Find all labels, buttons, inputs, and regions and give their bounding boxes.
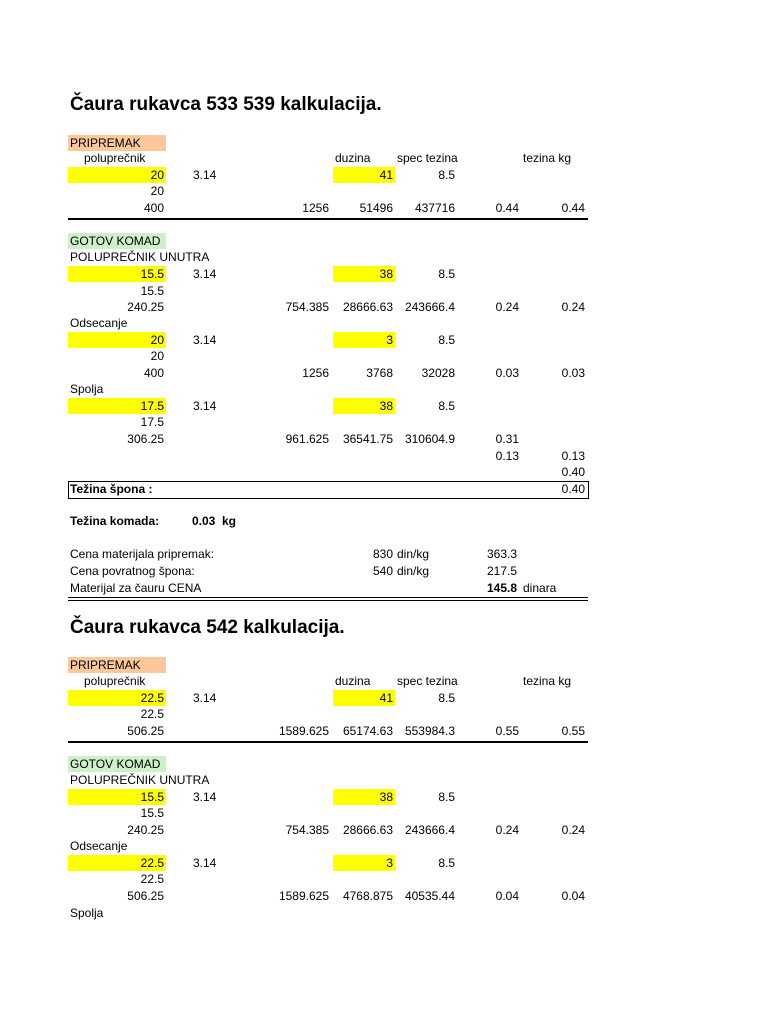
cell-radius-copy: 17.5 bbox=[140, 415, 164, 429]
cell-mass-g: 40535.44 bbox=[404, 889, 455, 903]
cell-area: 506.25 bbox=[127, 724, 164, 738]
header-spec-tezina: spec tezina bbox=[397, 151, 458, 165]
result-cena-povratnog: 217.5 bbox=[487, 564, 518, 578]
cell-weight-kg: 0.31 bbox=[495, 432, 519, 446]
label-materijal-caura-cena: Materijal za čauru CENA bbox=[70, 581, 202, 595]
cell-weight-total: 0.04 bbox=[561, 889, 585, 903]
cell-mass-g: 437716 bbox=[414, 201, 455, 215]
cell-mass-g: 243666.4 bbox=[404, 300, 455, 314]
cell-pi: 3.14 bbox=[193, 267, 217, 281]
unit-tezina-komada: kg bbox=[222, 514, 237, 528]
cell-radius[interactable]: 22.5 bbox=[140, 856, 164, 870]
section-divider bbox=[68, 741, 588, 743]
cell-pi: 3.14 bbox=[193, 333, 217, 347]
cell-volume: 65174.63 bbox=[342, 724, 393, 738]
cell-radius[interactable]: 17.5 bbox=[140, 399, 164, 413]
header-duzina: duzina bbox=[335, 674, 371, 688]
cell-radius-copy: 15.5 bbox=[140, 806, 164, 820]
cell-radius-copy: 15.5 bbox=[140, 284, 164, 298]
value-cena-materijala: 830 bbox=[372, 547, 393, 561]
cell-volume: 3768 bbox=[366, 366, 393, 380]
cell-cross-section: 1256 bbox=[302, 201, 329, 215]
cell-length[interactable]: 41 bbox=[379, 691, 393, 705]
cell-cross-section: 1589.625 bbox=[278, 724, 329, 738]
cell-weight-kg: 0.24 bbox=[495, 300, 519, 314]
cell-pi: 3.14 bbox=[193, 691, 217, 705]
result-cena-materijala: 363.3 bbox=[487, 547, 518, 561]
cell-weight-total: 0.44 bbox=[561, 201, 585, 215]
cell-weight-kg: 0.24 bbox=[495, 823, 519, 837]
cell-volume: 28666.63 bbox=[342, 300, 393, 314]
cell-area: 240.25 bbox=[127, 823, 164, 837]
cell-cross-section: 754.385 bbox=[285, 300, 329, 314]
cell-cross-section: 1256 bbox=[302, 366, 329, 380]
label-spolja: Spolja bbox=[70, 906, 104, 920]
cell-radius[interactable]: 15.5 bbox=[140, 790, 164, 804]
section-label-pripremak: PRIPREMAK bbox=[70, 658, 141, 672]
cell-weight-total: 0.24 bbox=[561, 300, 585, 314]
cell-spec-weight: 8.5 bbox=[438, 267, 455, 281]
unit-materijal-caura-cena: dinara bbox=[523, 581, 557, 595]
cell-radius-copy: 22.5 bbox=[140, 872, 164, 886]
cell-mass-g: 553984.3 bbox=[404, 724, 455, 738]
label-tezina-komada: Težina komada: bbox=[70, 514, 160, 528]
cell-pi: 3.14 bbox=[193, 856, 217, 870]
label-spolja: Spolja bbox=[70, 382, 104, 396]
cell-spec-weight: 8.5 bbox=[438, 399, 455, 413]
cell-cross-section: 961.625 bbox=[285, 432, 329, 446]
cell-weight-total: 0.55 bbox=[561, 724, 585, 738]
cell-radius-copy: 22.5 bbox=[140, 707, 164, 721]
cell-area: 240.25 bbox=[127, 300, 164, 314]
label-odsecanje: Odsecanje bbox=[70, 316, 128, 330]
cell-mass-g: 310604.9 bbox=[404, 432, 455, 446]
unit-cena-povratnog: din/kg bbox=[397, 564, 430, 578]
header-poluprecnik: poluprečnik bbox=[84, 151, 146, 165]
cell-cross-section: 1589.625 bbox=[278, 889, 329, 903]
cell-pi: 3.14 bbox=[193, 399, 217, 413]
value-tezina-spona: 0.40 bbox=[561, 482, 585, 496]
section-label-gotov-komad: GOTOV KOMAD bbox=[70, 757, 161, 771]
label-poluprecnik-unutra: POLUPREČNIK UNUTRA bbox=[70, 250, 210, 264]
value-tezina-komada: 0.03 bbox=[192, 514, 216, 528]
header-poluprecnik: poluprečnik bbox=[84, 674, 146, 688]
cell-weight-kg: 0.03 bbox=[495, 366, 519, 380]
cell-weight-total: 0.40 bbox=[561, 465, 585, 479]
label-poluprecnik-unutra: POLUPREČNIK UNUTRA bbox=[70, 773, 210, 787]
cell-cross-section: 754.385 bbox=[285, 823, 329, 837]
cell-radius-copy: 20 bbox=[150, 349, 164, 363]
page-title-2: Čaura rukavca 542 kalkulacija. bbox=[70, 617, 345, 638]
cell-length[interactable]: 38 bbox=[379, 267, 393, 281]
cell-radius-copy: 20 bbox=[150, 184, 164, 198]
cell-radius[interactable]: 15.5 bbox=[140, 267, 164, 281]
cell-volume: 4768.875 bbox=[342, 889, 393, 903]
header-spec-tezina: spec tezina bbox=[397, 674, 458, 688]
cell-radius[interactable]: 20 bbox=[150, 168, 164, 182]
cell-spec-weight: 8.5 bbox=[438, 691, 455, 705]
label-cena-materijala: Cena materijala pripremak: bbox=[70, 547, 215, 561]
header-tezina-kg: tezina kg bbox=[523, 674, 572, 688]
cell-length[interactable]: 3 bbox=[386, 856, 393, 870]
page-title-1: Čaura rukavca 533 539 kalkulacija. bbox=[70, 94, 382, 115]
cell-radius[interactable]: 20 bbox=[150, 333, 164, 347]
cell-length[interactable]: 38 bbox=[379, 790, 393, 804]
cell-area: 506.25 bbox=[127, 889, 164, 903]
label-odsecanje: Odsecanje bbox=[70, 839, 128, 853]
cell-weight-kg: 0.13 bbox=[495, 449, 519, 463]
header-duzina: duzina bbox=[335, 151, 371, 165]
cell-weight-total: 0.13 bbox=[561, 449, 585, 463]
section-divider bbox=[68, 218, 588, 220]
value-materijal-caura-cena: 145.8 bbox=[487, 581, 518, 595]
unit-cena-materijala: din/kg bbox=[397, 547, 430, 561]
cell-length[interactable]: 38 bbox=[379, 399, 393, 413]
cell-area: 400 bbox=[143, 201, 164, 215]
cell-pi: 3.14 bbox=[193, 790, 217, 804]
cell-weight-kg: 0.04 bbox=[495, 889, 519, 903]
cell-area: 400 bbox=[143, 366, 164, 380]
cell-volume: 28666.63 bbox=[342, 823, 393, 837]
cell-weight-total: 0.24 bbox=[561, 823, 585, 837]
cell-weight-kg: 0.44 bbox=[495, 201, 519, 215]
cell-length[interactable]: 3 bbox=[386, 333, 393, 347]
label-cena-povratnog: Cena povratnog špona: bbox=[70, 564, 195, 578]
header-tezina-kg: tezina kg bbox=[523, 151, 572, 165]
section-label-pripremak: PRIPREMAK bbox=[70, 136, 141, 150]
cell-pi: 3.14 bbox=[193, 168, 217, 182]
double-divider bbox=[68, 597, 588, 601]
cell-mass-g: 32028 bbox=[421, 366, 455, 380]
cell-weight-kg: 0.55 bbox=[495, 724, 519, 738]
cell-radius[interactable]: 22.5 bbox=[140, 691, 164, 705]
cell-spec-weight: 8.5 bbox=[438, 333, 455, 347]
cell-volume: 36541.75 bbox=[342, 432, 393, 446]
cell-spec-weight: 8.5 bbox=[438, 856, 455, 870]
cell-weight-total: 0.03 bbox=[561, 366, 585, 380]
cell-spec-weight: 8.5 bbox=[438, 168, 455, 182]
cell-area: 306.25 bbox=[127, 432, 164, 446]
cell-spec-weight: 8.5 bbox=[438, 790, 455, 804]
section-label-gotov-komad: GOTOV KOMAD bbox=[70, 234, 161, 248]
cell-volume: 51496 bbox=[359, 201, 393, 215]
value-cena-povratnog: 540 bbox=[372, 564, 393, 578]
label-tezina-spona: Težina špona : bbox=[70, 482, 153, 496]
cell-mass-g: 243666.4 bbox=[404, 823, 455, 837]
cell-length[interactable]: 41 bbox=[379, 168, 393, 182]
